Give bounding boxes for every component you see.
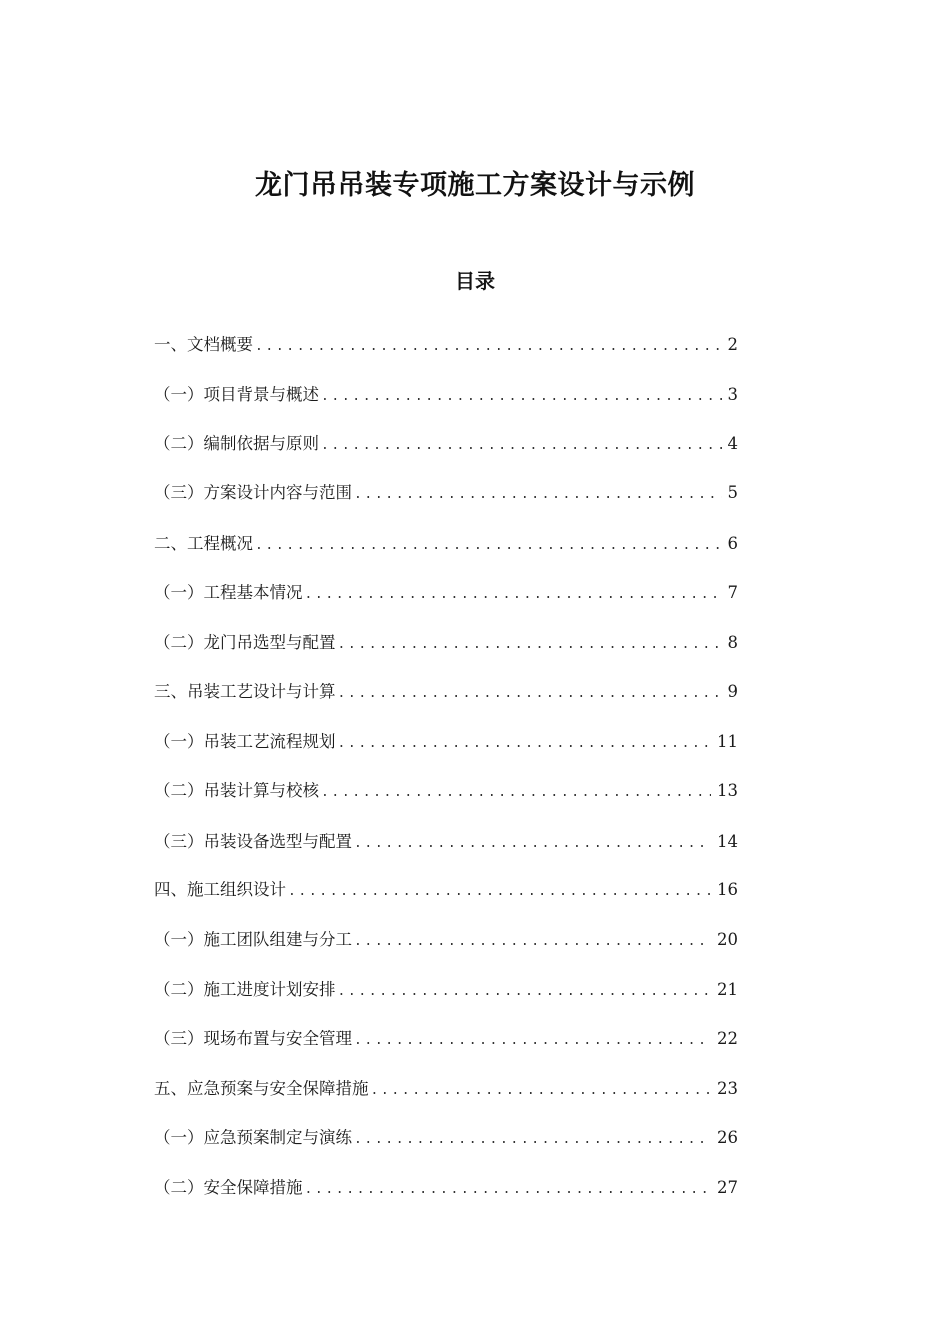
toc-entry[interactable] [154,1025,738,1053]
toc-leader-dots [255,532,722,560]
toc-entry-label: （二）编制依据与原则 [154,434,319,453]
toc-entry-label: （三）方案设计内容与范围 [154,483,352,502]
toc-entry[interactable] [154,479,738,507]
toc-entry[interactable] [154,1124,738,1152]
toc-entry[interactable] [154,530,738,558]
toc-leader-dots [321,383,722,411]
toc-leader-dots [338,631,722,659]
toc-entry-page: 22 [717,1029,738,1048]
toc-leader-dots [288,878,711,906]
toc-entry[interactable] [154,926,738,954]
toc-leader-dots [354,1027,711,1055]
toc-entry-label: 四、施工组织设计 [154,880,286,899]
toc-entry-page: 20 [717,930,738,949]
toc-entry-page: 2 [727,335,738,354]
toc-entry-label: （一）施工团队组建与分工 [154,930,352,949]
toc-entry-label: （一）项目背景与概述 [154,385,319,404]
toc-entry[interactable] [154,876,738,904]
toc-entry-label: 一、文档概要 [154,335,253,354]
toc-leader-dots [338,680,722,708]
toc-leader-dots [305,581,722,609]
toc-entry-label: （二）安全保障措施 [154,1178,303,1197]
toc-entry[interactable] [154,678,738,706]
toc-entry-label: （一）应急预案制定与演练 [154,1128,352,1147]
toc-leader-dots [354,830,711,858]
toc-entry-page: 11 [717,732,738,751]
toc-entry[interactable] [154,430,738,458]
toc-entry-page: 26 [717,1128,738,1147]
toc-leader-dots [371,1077,712,1105]
toc-entry[interactable] [154,1075,738,1103]
toc-leader-dots [354,1126,711,1154]
toc-leader-dots [338,730,712,758]
toc-leader-dots [321,779,711,807]
toc-entry[interactable] [154,728,738,756]
toc-entry-page: 27 [717,1178,738,1197]
toc-entry-page: 4 [727,434,738,453]
toc-leader-dots [255,333,722,361]
toc-entry-page: 23 [717,1079,738,1098]
toc-leader-dots [305,1176,712,1204]
toc-entry-page: 7 [727,583,738,602]
toc-entry-page: 14 [717,832,738,851]
toc-entry-label: （三）吊装设备选型与配置 [154,832,352,851]
toc-leader-dots [354,481,722,509]
toc-entry[interactable] [154,381,738,409]
toc-leader-dots [321,432,722,460]
toc-entry[interactable] [154,579,738,607]
toc-entry-label: 五、应急预案与安全保障措施 [154,1079,369,1098]
toc-entry[interactable] [154,331,738,359]
toc-entry-page: 9 [727,682,738,701]
toc-entry[interactable] [154,777,738,805]
toc-leader-dots [354,928,711,956]
toc-entry[interactable] [154,629,738,657]
toc-entry[interactable] [154,976,738,1004]
document-title: 龙门吊吊装专项施工方案设计与示例 [255,170,695,201]
toc-entry-page: 3 [727,385,738,404]
toc-entry-page: 16 [717,880,738,899]
toc-entry-label: （一）吊装工艺流程规划 [154,732,336,751]
toc-entry-label: 二、工程概况 [154,534,253,553]
toc-entry-label: （二）吊装计算与校核 [154,781,319,800]
toc-entry[interactable] [154,1174,738,1202]
toc-entry-label: （二）龙门吊选型与配置 [154,633,336,652]
toc-heading: 目录 [455,269,495,293]
toc-entry-label: （三）现场布置与安全管理 [154,1029,352,1048]
toc-entry-label: （一）工程基本情况 [154,583,303,602]
toc-entry-label: 三、吊装工艺设计与计算 [154,682,336,701]
toc-entry-page: 21 [717,980,738,999]
toc-entry-page: 6 [727,534,738,553]
toc-leader-dots [338,978,712,1006]
toc-entry-page: 5 [727,483,738,502]
toc-entry[interactable] [154,828,738,856]
toc-entry-page: 8 [727,633,738,652]
toc-entry-page: 13 [717,781,738,800]
toc-entry-label: （二）施工进度计划安排 [154,980,336,999]
